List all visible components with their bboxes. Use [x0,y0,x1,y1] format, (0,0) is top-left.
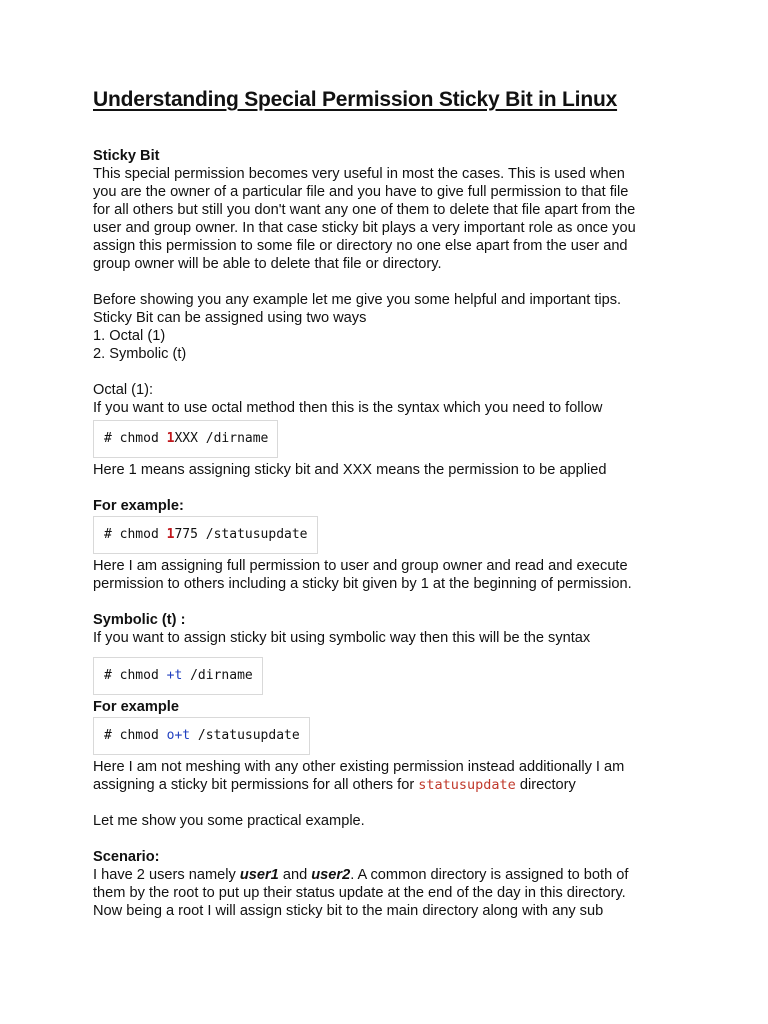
code-block-symbolic-syntax [93,657,263,695]
list-item-symbolic: 2. Symbolic (t) [93,346,187,362]
code-highlight: o+t [166,728,191,743]
text-line: Here I am assigning full permission to user and group owner and read and execute [93,558,628,574]
code-text: /dirname [182,668,253,683]
code-block-octal-syntax [93,420,278,458]
list-item-octal: 1. Octal (1) [93,328,166,344]
code-text: # chmod [104,431,167,446]
text-line: them by the root to put up their status update at the end of the day in this directory. [93,885,626,901]
symbolic-heading: Symbolic (t) : [93,612,186,628]
page-title: Understanding Special Permission Sticky Bit in Linux [93,88,618,111]
octal-intro: If you want to use octal method then this is the syntax which you need to follow [93,400,603,416]
text-line: assign this permission to some file or directory no one else apart from the user and [93,238,628,254]
code-highlight: +t [166,668,183,683]
text-line: Before showing you any example let me give you some helpful and important tips. [93,292,622,308]
text-span: and [278,867,312,883]
text-line: user and group owner. In that case sticky bit plays a very important role as once you [93,220,636,236]
document-page [93,86,693,920]
code-block-symbolic-example [93,717,310,755]
text-line [93,866,693,884]
text-span: directory [515,777,576,793]
scenario-heading: Scenario: [93,849,160,865]
text-line [93,776,693,794]
text-span: assigning a sticky bit permissions for all others for [93,777,419,793]
text-line: Now being a root I will assign sticky bit to the main directory along with any sub [93,903,604,919]
octal-heading: Octal (1): [93,382,154,398]
code-block-octal-example [93,516,318,554]
octal-note: Here 1 means assigning sticky bit and XXX means the permission to be applied [93,462,607,478]
text-line: Here I am not meshing with any other existing permission instead additionally I am [93,759,625,775]
text-line: you are the owner of a particular file and you have to give full permission to that file [93,184,629,200]
symbolic-intro: If you want to assign sticky bit using symbolic way then this will be the syntax [93,630,591,646]
example-heading: For example: [93,498,184,514]
code-text: # chmod [104,668,167,683]
text-line: for all others but still you don't want any one of them to delete that file apart from the [93,202,636,218]
code-text: # chmod [104,527,167,542]
text-span: . A common directory is assigned to both of [350,867,629,883]
code-text: 775 /statusupdate [174,527,308,542]
text-line: permission to others including a sticky bit given by 1 at the beginning of permission. [93,576,632,592]
sticky-bit-heading: Sticky Bit [93,148,160,164]
sticky-bit-paragraph [93,165,693,273]
text-line: Sticky Bit can be assigned using two ways [93,310,367,326]
text-span: I have 2 users namely [93,867,240,883]
user2-name: user2 [311,867,351,883]
code-highlight: 1 [166,527,175,542]
code-text: # chmod [104,728,167,743]
practical-example-line: Let me show you some practical example. [93,813,365,829]
example-heading: For example [93,699,179,715]
code-text: XXX /dirname [174,431,269,446]
code-highlight: 1 [166,431,175,446]
text-line: This special permission becomes very useful in most the cases. This is used when [93,166,625,182]
code-text: /statusupdate [190,728,300,743]
text-line: group owner will be able to delete that file or directory. [93,256,442,272]
tips-paragraph [93,291,693,363]
inline-code-statusupdate: statusupdate [418,777,516,793]
user1-name: user1 [239,867,279,883]
